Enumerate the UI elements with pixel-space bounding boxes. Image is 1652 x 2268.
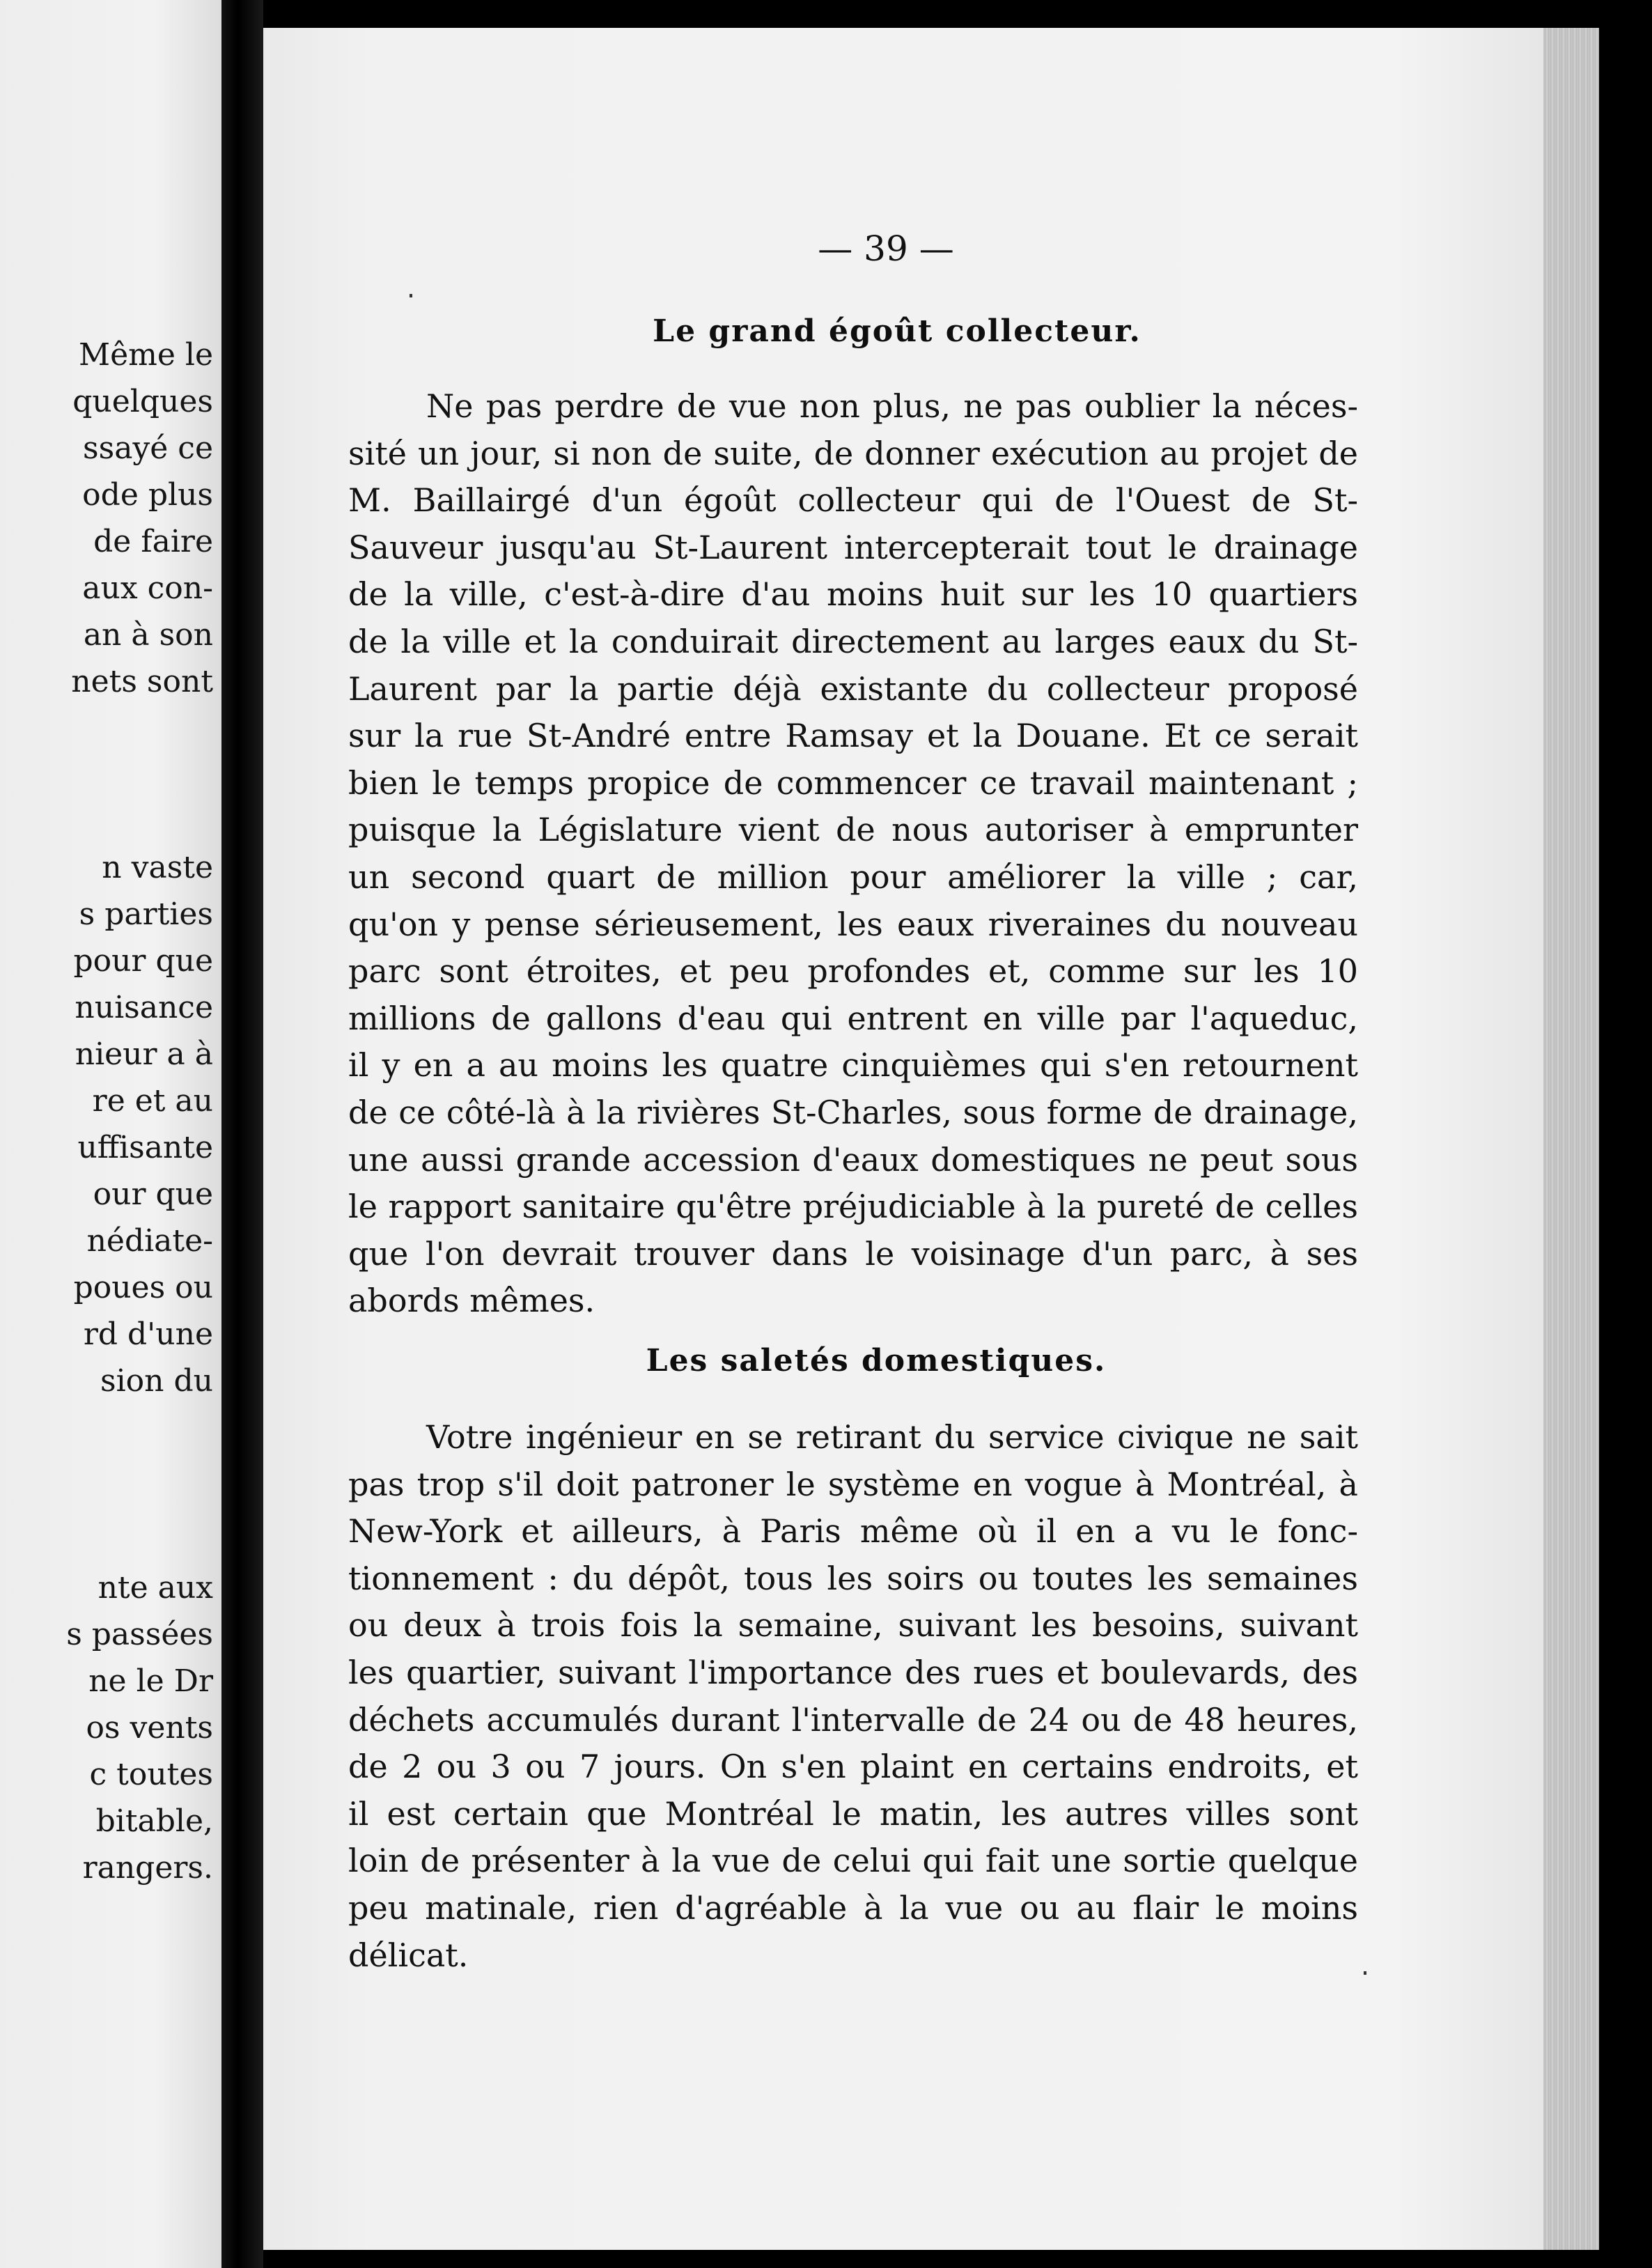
previous-page-line: sion du — [100, 1363, 213, 1399]
text-line: parc sont étroites, et peu profondes et, comme sur les 10 — [348, 952, 1358, 991]
previous-page-line: c toutes — [89, 1757, 213, 1792]
text-line: une aussi grande accession d'eaux domestiques ne peut sous — [348, 1140, 1358, 1179]
previous-page-line: nte aux — [98, 1570, 213, 1606]
previous-page-line: aux con- — [82, 570, 213, 606]
previous-page-line: uffisante — [77, 1130, 213, 1165]
previous-page-line: ssayé ce — [83, 430, 213, 466]
previous-page-line: pour que — [73, 943, 213, 979]
text-line: Votre ingénieur en se retirant du service civique ne sait — [426, 1418, 1358, 1456]
previous-page-line: quelques — [72, 384, 213, 419]
text-line: un second quart de million pour améliorer la ville ; car, — [348, 857, 1358, 896]
previous-page-line: nédiate- — [86, 1223, 213, 1259]
text-line: ou deux à trois fois la semaine, suivant les besoins, suivant — [348, 1606, 1358, 1645]
text-line: de 2 ou 3 ou 7 jours. On s'en plaint en certains endroits, et — [348, 1748, 1358, 1786]
text-line: le rapport sanitaire qu'être préjudiciable à la pureté de celles — [348, 1188, 1358, 1226]
text-line: bien le temps propice de commencer ce travail maintenant ; — [348, 763, 1358, 802]
text-line: que l'on devrait trouver dans le voisinage d'un parc, à ses — [348, 1234, 1358, 1273]
section-heading-waste: Les saletés domestiques. — [646, 1343, 1107, 1378]
previous-page-line: an à son — [83, 617, 213, 653]
previous-page-line: our que — [93, 1176, 213, 1212]
text-line: pas trop s'il doit patroner le système en vogue à Montréal, à — [348, 1465, 1358, 1503]
text-line: sité un jour, si non de suite, de donner exécution au projet de — [348, 434, 1358, 472]
previous-page-line: s parties — [79, 896, 213, 932]
print-speck — [1364, 1971, 1366, 1975]
paragraph-waste — [348, 1414, 1358, 1979]
book-gutter — [221, 0, 263, 2268]
text-line: délicat. — [348, 1936, 469, 1974]
text-line: Laurent par la partie déjà existante du collecteur proposé — [348, 669, 1358, 708]
previous-page-line: os vents — [86, 1710, 213, 1746]
text-line: qu'on y pense sérieusement, les eaux riveraines du nouveau — [348, 905, 1358, 943]
text-line: New-York et ailleurs, à Paris même où il en a vu le fonc- — [348, 1512, 1358, 1551]
text-line: de la ville, c'est-à-dire d'au moins huit sur les 10 quartiers — [348, 575, 1358, 614]
previous-page-line: de faire — [93, 524, 213, 559]
previous-page-line: rangers. — [82, 1850, 213, 1886]
previous-page-line: nets sont — [71, 664, 213, 699]
previous-page-line: s passées — [66, 1617, 213, 1652]
text-line: loin de présenter à la vue de celui qui fait une sortie quelque — [348, 1842, 1358, 1880]
page-number: — 39 — — [818, 228, 954, 269]
previous-page-line: ne le Dr — [88, 1663, 213, 1699]
text-line: abords mêmes. — [348, 1282, 595, 1320]
book-page — [263, 28, 1599, 2250]
previous-page-line: nieur a à — [75, 1036, 213, 1072]
text-line: puisque la Législature vient de nous autoriser à emprunter — [348, 811, 1358, 849]
text-line: M. Baillairgé d'un égoût collecteur qui de l'Ouest de St- — [348, 481, 1358, 520]
text-line: de ce côté-là à la rivières St-Charles, sous forme de drainage, — [348, 1093, 1358, 1131]
paragraph-sewer — [348, 383, 1358, 1325]
text-line: millions de gallons d'eau qui entrent en ville par l'aqueduc, — [348, 999, 1358, 1037]
section-heading-sewer: Le grand égoût collecteur. — [653, 313, 1141, 349]
page-edges — [1543, 28, 1599, 2250]
previous-page-line: rd d'une — [83, 1316, 213, 1352]
previous-page-line: re et au — [92, 1083, 213, 1119]
previous-page-line: ode plus — [82, 477, 213, 513]
text-line: il y en a au moins les quatre cinquièmes qui s'en retournent — [348, 1046, 1358, 1085]
text-line: de la ville et la conduirait directement au larges eaux du St- — [348, 622, 1358, 660]
text-line: Ne pas perdre de vue non plus, ne pas oublier la néces- — [426, 387, 1358, 425]
text-line: il est certain que Montréal le matin, les autres villes sont — [348, 1794, 1358, 1833]
text-line: les quartier, suivant l'importance des rues et boulevards, des — [348, 1653, 1358, 1691]
previous-page-line: poues ou — [73, 1270, 213, 1305]
text-line: Sauveur jusqu'au St-Laurent intercepterait tout le drainage — [348, 528, 1358, 566]
previous-page-line: n vaste — [102, 850, 213, 885]
previous-page-line: bitable, — [95, 1803, 213, 1839]
text-line: déchets accumulés durant l'intervalle de 24 ou de 48 heures, — [348, 1700, 1358, 1739]
previous-page-line: nuisance — [75, 990, 213, 1025]
text-line: tionnement : du dépôt, tous les soirs ou toutes les semaines — [348, 1559, 1358, 1597]
text-line: peu matinale, rien d'agréable à la vue ou au flair le moins — [348, 1888, 1358, 1927]
previous-page-line: Même le — [79, 337, 213, 373]
previous-page-fragment — [0, 0, 221, 2268]
print-speck — [410, 294, 412, 297]
text-line: sur la rue St-André entre Ramsay et la Douane. Et ce serait — [348, 717, 1358, 755]
